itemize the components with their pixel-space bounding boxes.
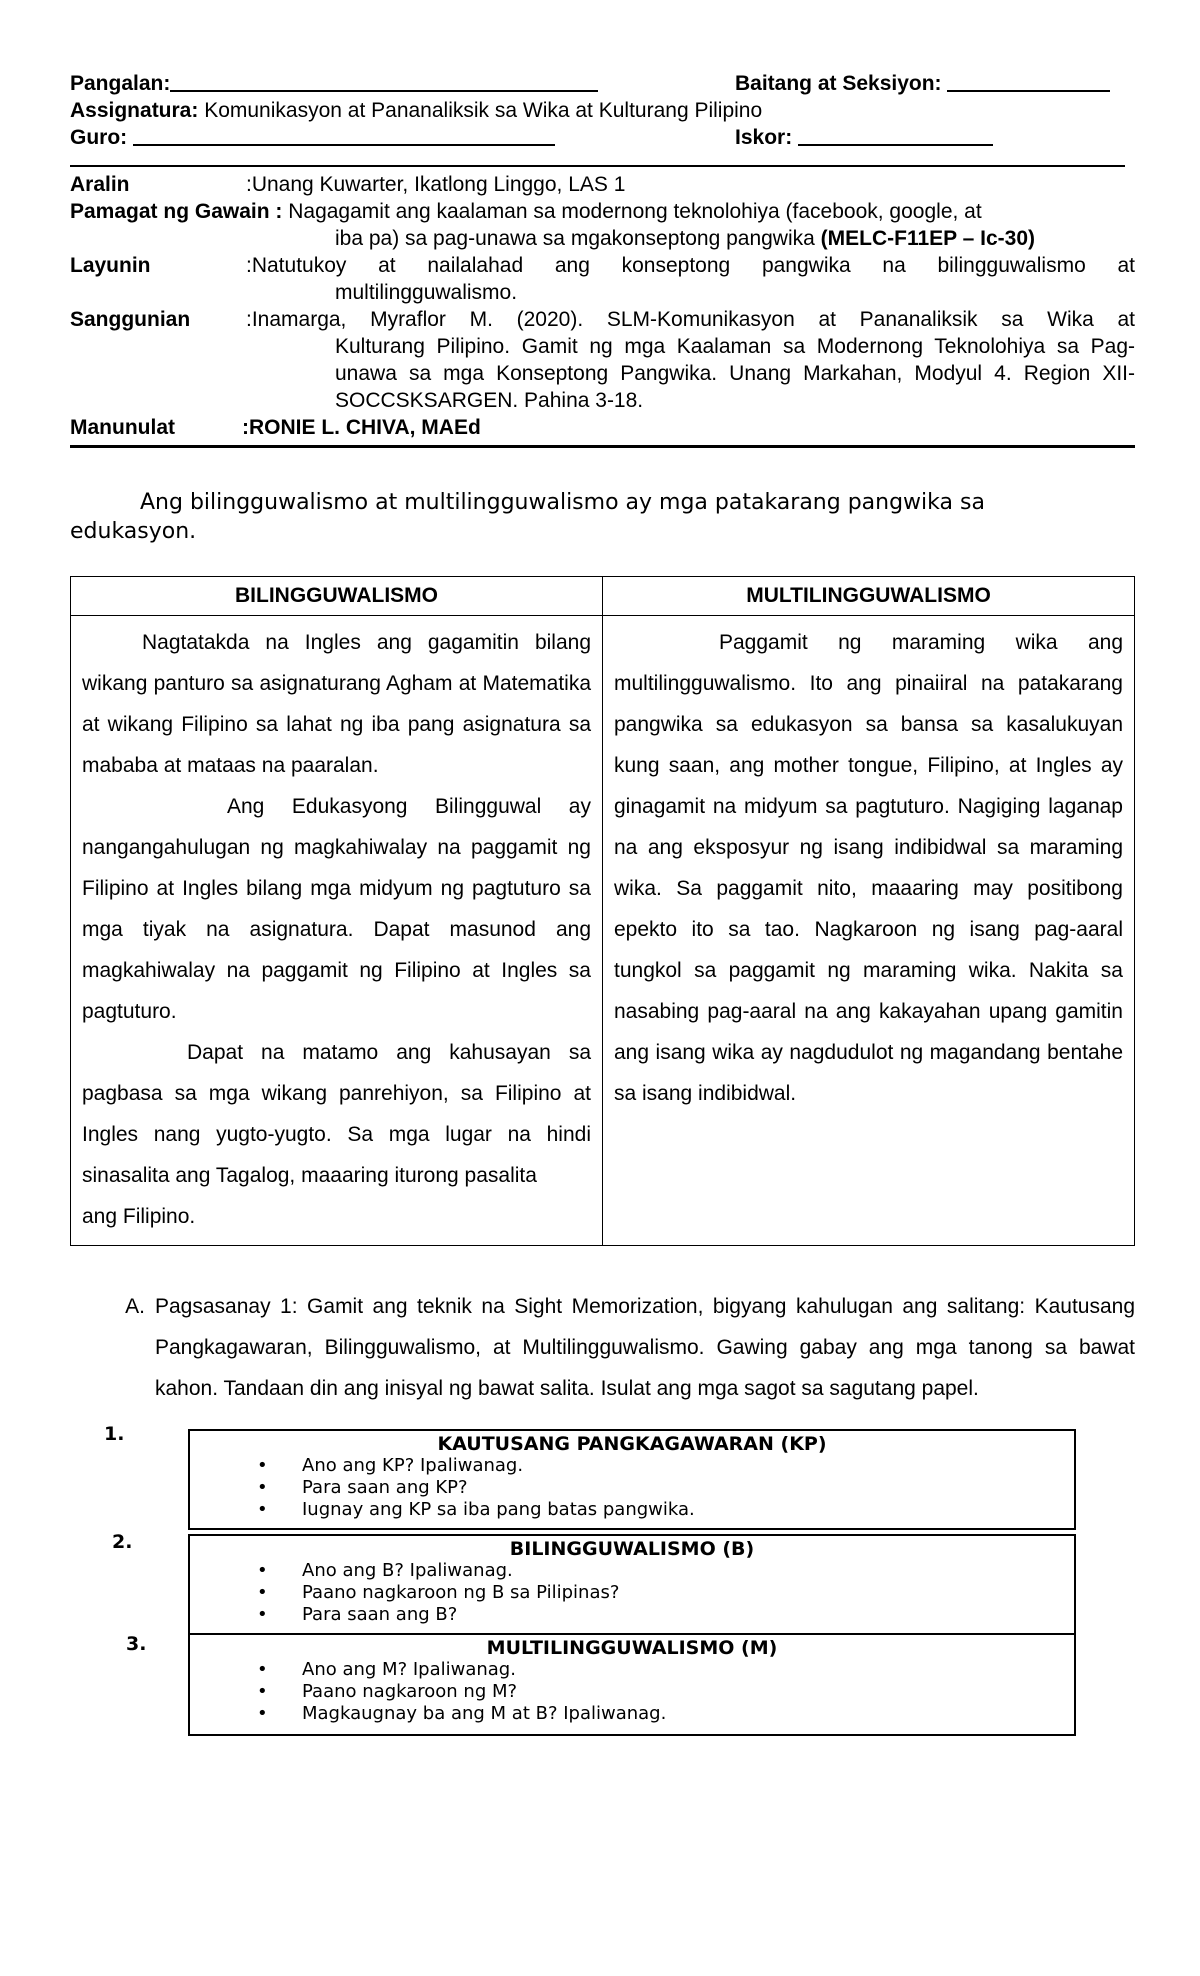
grade-label: Baitang at Seksiyon:: [735, 72, 942, 95]
box-number-2: 2.: [112, 1531, 133, 1553]
header-divider: [70, 165, 1125, 167]
subject-value: Komunikasyon at Pananaliksik sa Wika at Kulturang Pilipino: [204, 99, 763, 122]
worksheet-page: [70, 70, 1135, 1753]
sanggunian-value-1: :Inamarga, Myraflor M. (2020). SLM-Komunikasyon at Pananaliksik sa Wika at: [246, 308, 1135, 331]
sanggunian-row: [70, 306, 1135, 333]
box-title: MULTILINGGUWALISMO (M): [486, 1637, 778, 1659]
info-divider: [70, 445, 1135, 448]
multilingguwalismo-header: MULTILINGGUWALISMO: [603, 577, 1135, 616]
pamagat-code: (MELC-F11EP – Ic-30): [820, 227, 1036, 250]
layunin-value-2: multilingguwalismo.: [335, 281, 518, 304]
sanggunian-value-2: Kulturang Pilipino. Gamit ng mga Kaalaman sa Modernong Teknolohiya sa Pag-unawa sa mga Konseptong Pangwika. Unang Markahan, Modyul 4. Region XII- SOCCSKSARGEN. Pahina 3-18.: [335, 335, 1135, 412]
name-label: Pangalan:: [70, 72, 171, 95]
bilingguwalismo-header: BILINGGUWALISMO: [71, 577, 603, 616]
bilingguwalismo-paragraph-2: Ang Edukasyong Bilingguwal ay nangangahulugan ng magkahiwalay na paggamit ng Filipino at Ingles bilang mga midyum ng pagtuturo sa mga tiyak na asignatura. Dapat masunod ang magkahiwalay na paggamit ng Filipino at Ingles sa pagtuturo.: [82, 795, 591, 1023]
grade-section-field: [735, 70, 1110, 97]
box-title: KAUTUSANG PANGKAGAWARAN (KP): [437, 1433, 827, 1455]
list-item: • Paano nagkaroon ng B sa Pilipinas?: [302, 1582, 1074, 1604]
list-item: • Iugnay ang KP sa iba pang batas pangwika.: [302, 1499, 1074, 1521]
box-question-list: [190, 1455, 1074, 1521]
score-label: Iskor:: [735, 126, 793, 149]
box-bilingguwalismo: [188, 1534, 1076, 1635]
list-item: • Ano ang M? Ipaliwanag.: [302, 1659, 1074, 1681]
multilingguwalismo-paragraph-1: Paggamit ng maraming wika ang multilingguwalismo. Ito ang pinaiiral na patakarang pangwika sa edukasyon sa bansa sa kasalukuyan kung saan, ang mother tongue, Filipino, at Ingles ay ginagamit na midyum sa pagtuturo. Nagiging laganap na ang eksposyur ng isang indibidwal sa maraming wika. Sa paggamit nito, maaaring may positibong epekto ito sa tao. Nagkaroon ng isang pag-aaral tungkol sa paggamit ng maraming wika. Nakita sa nasabing pag-aaral na ang kakayahan upang gamitin ang isang wika ay nagdudulot ng magandang bentahe sa isang indibidwal.: [614, 631, 1123, 1105]
box-question-list: [190, 1659, 1074, 1725]
list-item: • Para saan ang B?: [302, 1604, 1074, 1626]
list-item: • Paano nagkaroon ng M?: [302, 1681, 1074, 1703]
layunin-value-1: :Natutukoy at nailalahad ang konseptong pangwika na bilingguwalismo at: [246, 254, 1135, 277]
exercise-a: [70, 1286, 1135, 1409]
intro-paragraph: Ang bilingguwalismo at multilingguwalismo ay mga patakarang pangwika sa edukasyon.: [70, 490, 985, 544]
box-number-3: 3.: [126, 1633, 147, 1655]
multilingguwalismo-cell: [603, 616, 1135, 1246]
aralin-row: [70, 171, 1135, 198]
subject-line: [70, 97, 1135, 124]
pamagat-value-1: Nagagamit ang kaalaman sa modernong teknolohiya (facebook, google, at: [282, 200, 982, 223]
exercise-instructions: Pagsasanay 1: Gamit ang teknik na Sight Memorization, bigyang kahulugan ang salitang: Kautusang Pangkagawaran, Bilingguwalismo, at Multilingguwalismo. Gawing gabay ang mga tanong sa bawat kahon. Tandaan din ang inisyal ng bawat salita. Isulat ang mga sagot sa sagutang papel.: [155, 1295, 1135, 1400]
teacher-label: Guro:: [70, 126, 128, 149]
grade-blank[interactable]: [947, 70, 1110, 92]
list-item: • Para saan ang KP?: [302, 1477, 1074, 1499]
box-number-1: 1.: [104, 1423, 125, 1445]
subject-label: Assignatura:: [70, 99, 199, 122]
lesson-info: [70, 171, 1135, 441]
bilingguwalismo-paragraph-4: ang Filipino.: [82, 1205, 196, 1228]
bilingguwalismo-cell: [71, 616, 603, 1246]
box-question-list: [190, 1560, 1074, 1626]
manunulat-value: :RONIE L. CHIVA, MAEd: [242, 416, 481, 439]
manunulat-label: Manunulat: [70, 416, 175, 439]
aralin-value: :Unang Kuwarter, Ikatlong Linggo, LAS 1: [246, 173, 626, 196]
list-item: • Ano ang B? Ipaliwanag.: [302, 1560, 1074, 1582]
layunin-row: [70, 252, 1135, 279]
exercise-letter: A.: [125, 1295, 145, 1318]
teacher-blank[interactable]: [133, 124, 555, 146]
aralin-label: Aralin: [70, 173, 130, 196]
table-header-row: [71, 577, 1135, 616]
name-blank[interactable]: [170, 70, 598, 92]
pamagat-label: Pamagat ng Gawain :: [70, 200, 283, 223]
bilingguwalismo-paragraph-3: Dapat na matamo ang kahusayan sa pagbasa sa mga wikang panrehiyon, sa Filipino at Ingles nang yugto-yugto. Sa mga lugar na hindi sinasalita ang Tagalog, maaaring iturong pasalita: [82, 1041, 591, 1187]
list-item: • Ano ang KP? Ipaliwanag.: [302, 1455, 1074, 1477]
teacher-line: [70, 124, 1135, 151]
score-field: [735, 124, 993, 151]
box-kautusang-pangkagawaran: [188, 1429, 1076, 1530]
pamagat-continuation: [70, 225, 1135, 252]
box-title: BILINGGUWALISMO (B): [509, 1538, 755, 1560]
score-blank[interactable]: [798, 124, 993, 146]
comparison-table: [70, 576, 1135, 1246]
sanggunian-label: Sanggunian: [70, 308, 191, 331]
table-row: [71, 616, 1135, 1246]
bilingguwalismo-paragraph-1: Nagtatakda na Ingles ang gagamitin bilang wikang panturo sa asignaturang Agham at Matematika at wikang Filipino sa lahat ng iba pang asignatura sa mababa at mataas na paaralan.: [82, 631, 591, 777]
manunulat-row: [70, 414, 1135, 441]
pamagat-value-2: iba pa) sa pag-unawa sa mgakonseptong pangwika: [335, 227, 821, 250]
pamagat-row: [70, 198, 1135, 225]
box-multilingguwalismo: [188, 1633, 1076, 1736]
guide-boxes: [70, 1423, 1135, 1753]
layunin-label: Layunin: [70, 254, 151, 277]
name-line: [70, 70, 1135, 97]
list-item: • Magkaugnay ba ang M at B? Ipaliwanag.: [302, 1703, 1074, 1725]
